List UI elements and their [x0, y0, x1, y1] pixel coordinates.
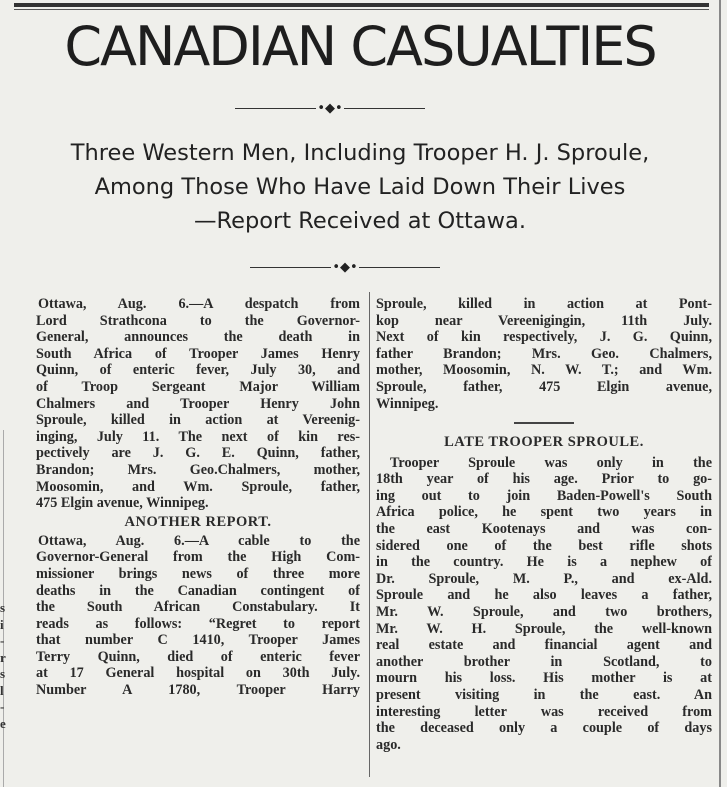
text-line: Africa police, he spent two years in [376, 504, 712, 521]
text-line: pectively are J. G. E. Quinn, father, [36, 445, 360, 462]
text-line: inging, July 11. The next of kin res- [36, 428, 360, 445]
article-paragraph-ottawa-despatch [36, 296, 360, 512]
text-line: 18th year of his age. Prior to go- [376, 471, 712, 488]
text-line: Moosomin, and Wm. Sproule, father, [36, 478, 360, 495]
text-line: interesting letter was received from [376, 703, 712, 720]
ornament-divider-bottom [250, 261, 440, 274]
text-line: 475 Elgin avenue, Winnipeg. [36, 495, 209, 512]
text-line: kop near Vereenigingin, 11th July. [376, 312, 712, 329]
fragment-char: e [0, 715, 6, 731]
text-line: Quinn, of enteric fever, July 30, and [36, 362, 360, 379]
column-divider [369, 292, 370, 777]
text-line: that number C 1410, Trooper James [36, 632, 360, 649]
article-paragraph-continued [376, 296, 712, 412]
text-line: General, announces the death in [36, 329, 360, 346]
text-line: Ottawa, Aug. 6.—A cable to the [38, 532, 360, 549]
text-line: Mr. W. H. Sproule, the well-known [376, 620, 712, 637]
left-column [36, 296, 360, 699]
fragment-char: s [0, 666, 6, 681]
text-line: Next of kin respectively, J. G. Quinn, [376, 329, 712, 346]
text-line: Governor-General from the High Com- [36, 549, 360, 566]
text-line: another brother in Scotland, to [376, 653, 712, 670]
short-divider-rule [514, 422, 574, 424]
text-line: missioner brings news of three more [36, 565, 360, 582]
text-line: father Brandon; Mrs. Geo. Chalmers, [376, 345, 712, 362]
text-line: Number A 1780, Trooper Harry [36, 682, 360, 699]
text-line: Sproule and he also leaves a father, [376, 587, 712, 604]
article-paragraph-cable [36, 533, 360, 699]
right-column [376, 296, 712, 753]
adjacent-column-fragment [0, 600, 10, 732]
headline: CANADIAN CASUALTIES [64, 15, 656, 78]
text-line: Terry Quinn, died of enteric fever [36, 648, 360, 665]
subheadline [10, 136, 710, 238]
text-line: Ottawa, Aug. 6.—A despatch from [38, 296, 360, 312]
subheadline-line: Among Those Who Have Laid Down Their Lives [94, 174, 626, 200]
subtitle-late-trooper-sproule: LATE TROOPER SPROULE. [444, 433, 644, 450]
text-line: Winnipeg. [376, 395, 439, 412]
text-line: deaths in the Canadian contingent of [36, 582, 360, 599]
text-line: the South African Constabulary. It [36, 599, 360, 616]
text-line: ago. [376, 736, 401, 753]
subheadline-line: —Report Received at Ottawa. [193, 208, 526, 234]
text-line: Dr. Sproule, M. P., and ex-Ald. [376, 570, 712, 587]
text-line: mourn his loss. His mother is at [376, 670, 712, 687]
text-line: of Troop Sergeant Major William [36, 378, 360, 395]
subheadline-line: Three Western Men, Including Trooper H. J. Sproule, [70, 140, 650, 166]
fragment-char: - [0, 633, 5, 648]
text-line: Mr. W. Sproule, and two brothers, [376, 604, 712, 620]
text-line: South Africa of Trooper James Henry [36, 345, 360, 362]
text-line: Brandon; Mrs. Geo.Chalmers, mother, [36, 461, 360, 478]
ornament-divider-top [235, 102, 425, 115]
text-line: Trooper Sproule was only in the [390, 454, 712, 471]
fragment-char: r [0, 649, 6, 665]
text-line: Lord Strathcona to the Governor- [36, 312, 360, 329]
fragment-char: l [0, 682, 4, 698]
article-paragraph-sproule [376, 455, 712, 754]
text-line: Chalmers and Trooper Henry John [36, 395, 360, 412]
text-line: reads as follows: “Regret to report [36, 615, 360, 632]
ornament-dots: •◆• [332, 260, 358, 275]
top-thin-rule [14, 9, 709, 10]
fragment-char: - [0, 699, 5, 714]
ornament-dots: •◆• [317, 101, 343, 116]
right-column-border [719, 0, 721, 787]
text-line: the deceased only a couple of days [376, 720, 712, 737]
subtitle-another-report: ANOTHER REPORT. [124, 513, 272, 530]
text-line: Sproule, killed in action at Pont- [376, 296, 712, 312]
text-line: the east Kootenays and was con- [376, 521, 712, 538]
text-line: Sproule, killed in action at Vereenig- [36, 412, 360, 429]
text-line: mother, Moosomin, N. W. T.; and Wm. [376, 362, 712, 379]
top-double-rule [14, 3, 709, 7]
fragment-char: s [0, 600, 6, 615]
text-line: at 17 General hospital on 30th July. [36, 665, 360, 682]
text-line: real estate and financial agent and [376, 637, 712, 654]
fragment-char: i [0, 616, 4, 632]
text-line: in the country. He is a nephew of [376, 554, 712, 571]
text-line: sidered one of the best rifle shots [376, 537, 712, 554]
text-line: Sproule, father, 475 Elgin avenue, [376, 378, 712, 395]
text-line: ing out to join Baden-Powell's South [376, 487, 712, 504]
text-line: present visiting in the east. An [376, 686, 712, 703]
